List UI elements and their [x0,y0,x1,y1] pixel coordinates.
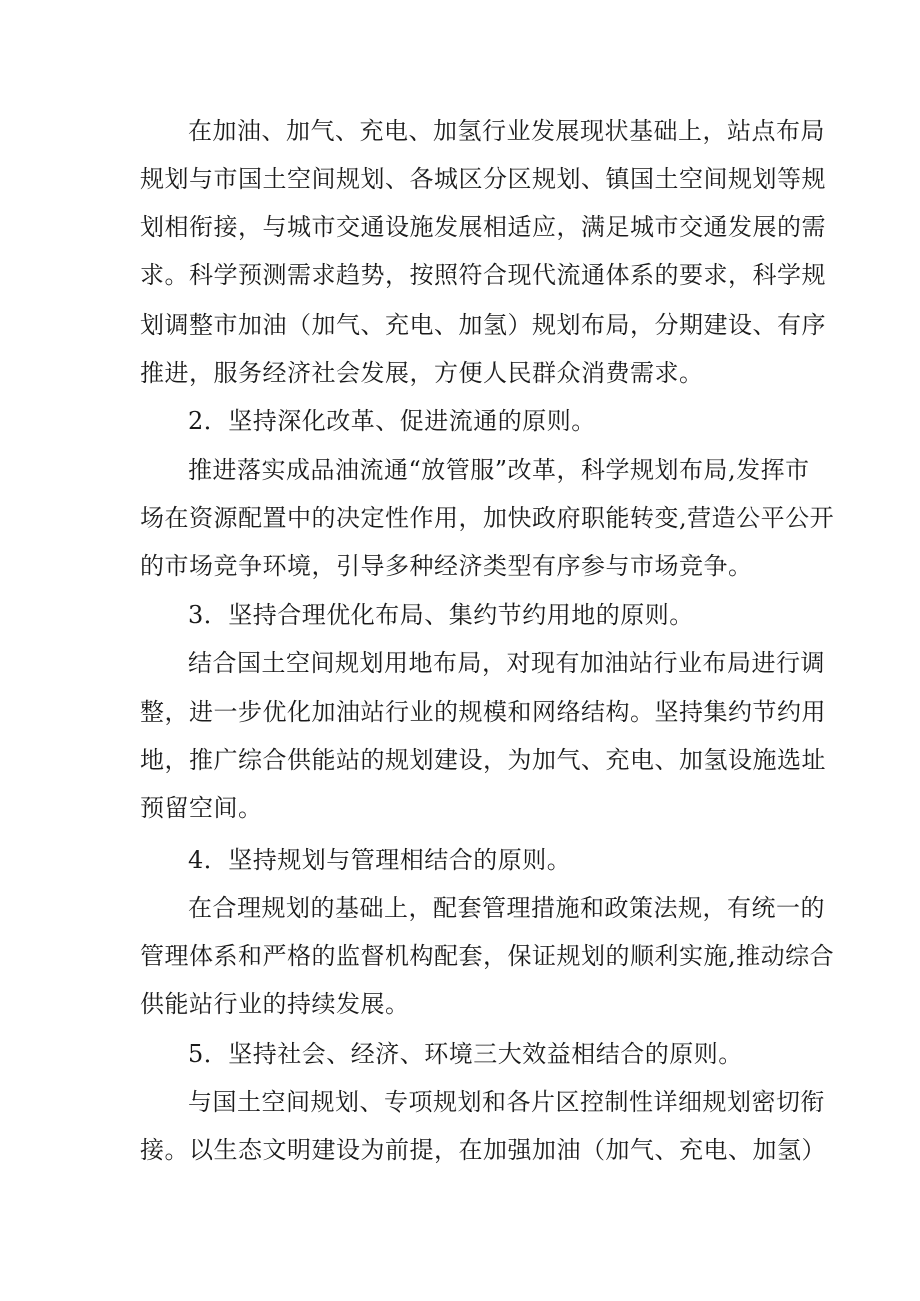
paragraph-line: 预留空间。 [140,794,263,822]
paragraph-line: 结合国土空间规划用地布局，对现有加油站行业布局进行调 [188,649,825,677]
paragraph-line: 与国土空间规划、专项规划和各片区控制性详细规划密切衔 [188,1088,825,1116]
section-heading: 2．坚持深化改革、促进流通的原则。 [188,407,596,435]
paragraph-line: 的市场竞争环境，引导多种经济类型有序参与市场竞争。 [140,552,753,580]
paragraph-line: 在合理规划的基础上，配套管理措施和政策法规，有统一的 [188,894,825,922]
paragraph-line: 规划与市国土空间规划、各城区分区规划、镇国土空间规划等规 [140,165,826,193]
paragraph-line: 划调整市加油（加气、充电、加氢）规划布局，分期建设、有序 [140,311,826,339]
paragraph-line: 场在资源配置中的决定性作用，加快政府职能转变,营造公平公开 [140,504,835,532]
paragraph-line: 推进落实成品油流通“放管服”改革，科学规划布局,发挥市 [188,456,810,484]
section-heading: 4．坚持规划与管理相结合的原则。 [188,846,572,874]
paragraph-line: 划相衔接，与城市交通设施发展相适应，满足城市交通发展的需 [140,213,826,241]
paragraph-line: 求。科学预测需求趋势，按照符合现代流通体系的要求，科学规 [140,261,826,289]
paragraph-line: 在加油、加气、充电、加氢行业发展现状基础上，站点布局 [188,117,825,145]
paragraph-line: 接。以生态文明建设为前提，在加强加油（加气、充电、加氢） [140,1136,826,1164]
paragraph-line: 地，推广综合供能站的规划建设，为加气、充电、加氢设施选址 [140,746,826,774]
paragraph-line: 推进，服务经济社会发展，方便人民群众消费需求。 [140,359,704,387]
section-heading: 3．坚持合理优化布局、集约节约用地的原则。 [188,601,694,629]
paragraph-line: 管理体系和严格的监督机构配套，保证规划的顺利实施,推动综合 [140,942,835,970]
paragraph-line: 供能站行业的持续发展。 [140,990,410,1018]
paragraph-line: 整，进一步优化加油站行业的规模和网络结构。坚持集约节约用 [140,698,826,726]
section-heading: 5．坚持社会、经济、环境三大效益相结合的原则。 [188,1040,743,1068]
